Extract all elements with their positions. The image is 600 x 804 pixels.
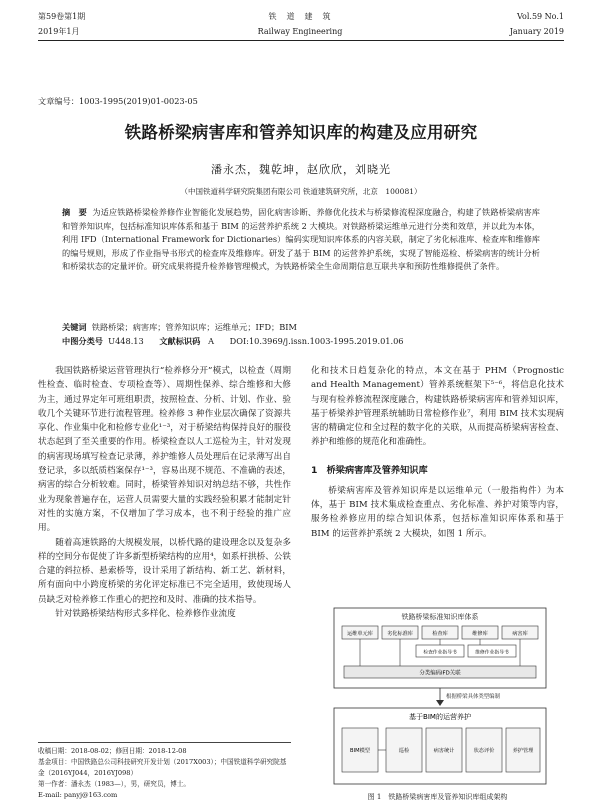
paper-title: 铁路桥梁病害库和管养知识库的构建及应用研究 [124, 123, 478, 142]
header-rule [38, 40, 564, 41]
box-maintenance-lib-label: 维修库 [472, 631, 488, 637]
paper-affiliation: （中国铁道科学研究院集团有限公司 铁道建筑研究所，北京 100081） [180, 187, 422, 196]
box-bim-model-label: BIM模型 [350, 748, 370, 754]
figure-caption: 图 1 铁路桥梁病害库及管养知识库组成架构 [367, 793, 508, 801]
footnote-fund: 基金项目：中国铁路总公司科技研究开发计划（2017X003）；中国铁道科学研究院基金（2016YJ044，2016YJ098） [38, 758, 287, 777]
keywords [62, 321, 540, 335]
article-number: 文章编号：1003-1995(2019)01-0023-05 [38, 96, 198, 106]
paper-authors: 潘永杰，魏乾坤，赵欣欣，刘晓光 [211, 163, 391, 176]
box-unit-lib-label: 运维单元库 [347, 631, 373, 637]
footnote-author: 第一作者：潘永杰（1983—），男，研究员，博士。 [38, 780, 190, 788]
box-inspection-guide-label: 检查作业指导书 [423, 650, 457, 656]
figure-top-title: 铁路桥梁标准知识库体系 [401, 613, 479, 621]
clc-value: U448.13 [108, 336, 144, 346]
header-vol-en: Vol.59 No.1 [517, 12, 564, 21]
header-journal-en: Railway Engineering [257, 27, 343, 36]
abstract [62, 206, 540, 274]
left-column [38, 364, 291, 621]
footnotes [38, 746, 291, 801]
doc-code-label: 文献标识码 [159, 336, 201, 346]
figure-top-boxes [342, 626, 538, 639]
footnote-rule [38, 742, 291, 743]
header-volume: 第59卷第1期 [38, 12, 86, 21]
box-maintenance-guide-label: 维修作业指导书 [475, 650, 509, 656]
section-heading-1: 1 桥梁病害库及管养知识库 [311, 464, 428, 476]
doc-code-value: A [208, 336, 215, 346]
abstract-label: 摘 要 [62, 207, 87, 217]
header-date: 2019年1月 [38, 27, 80, 36]
intro-paragraph-1: 我国铁路桥梁运营管理执行“检养修分开”模式，以检查（周期性检查、临时检查、专项检查等）、周期性保养、综合维修和大修为主，通过界定年可班组职责，按照检查、分析、计划、作业、验收几个关键环节进行流程管理。检养修 3 种作业层次确保了资源共享化、作业集中化和检修专业化¹⁻³，对于桥梁结构保持良好的服役状态起到了至关重要的作用。桥梁检查以人工巡检为主，针对发现的病害现场填写检查记录薄，养护维修人员处理后在记录薄写出自登记录，多以纸质档案保存¹⁻³，容易出现不规范、不准确的表述，病害的综合分析较难。同时，桥梁管养知识对纳总结不够，共性作业为现象普遍存在，运营人员需要大量的实践经验积累才能制定针对性的实施方案，不仅增加了学习成本，也不利于经验的推广应用。 [38, 366, 291, 534]
box-state-eval-label: 状态评价 [473, 748, 495, 754]
classification-line [62, 335, 540, 349]
doi: DOI:10.3969/j.issn.1003-1995.2019.01.06 [229, 336, 404, 346]
figure-bottom-title: 基于BIM的运营养护 [409, 713, 471, 721]
footnote-received: 收稿日期：2018-08-02；修回日期：2018-12-08 [38, 747, 187, 755]
intro-paragraph-3: 针对铁路桥梁结构形式多样化、检养修作业流度 [55, 609, 236, 620]
box-defect-lib-label: 病害库 [512, 631, 528, 637]
intro-paragraph-2: 随着高速铁路的大规模发展，以桥代路的建设理念以及复杂多样的空间分布促使了许多新型桥梁结构的应用⁴，如系杆拱桥、公铁合建的斜拉桥、悬索桥等，设计采用了新结构、新工艺、新材料，所有面向中小跨度桥梁的劣化评定标准已不完全适用，致使现场人员缺乏对检养修工作重心的把控和及时、准确的技术指导。 [38, 537, 291, 605]
right-column [311, 364, 564, 541]
section-1-paragraph: 桥梁病害库及管养知识库是以运维单元（一般指构件）为本体，基于 BIM 技术集成检查重点、劣化标准、养护对策等内容，服务检养修应用的综合知识体系，包括标准知识库体系和基于 BIM 的运营养护系统 2 大模块，如图 1 所示。 [311, 485, 564, 539]
abstract-text: 为适应铁路桥梁检养修作业智能化发展趋势，固化病害诊断、养修优化技术与桥梁修流程深度融合，构建了铁路桥梁病害库和管养知识库，包括标准知识库体系和基于 BIM 的运营养护系统 2 大模块。对铁路桥梁运维单元进行分类和效草，并以此为本体，利用 IFD（International Framework for Dictionaries）编码实现知识库体系的内容关联，制定了劣化标准库、检查库和维修库的编号规则，形成了作业指导书形式的检查库及维修库。研发了基于 BIM 的运营养护系统，实现了智能巡检、桥梁病害的统计分析和桥梁状态的定量评价。研究成果将提升检养修管理模式，为铁路桥梁全生命周期信息互联共享和预防性维修提供了条件。 [62, 207, 540, 272]
box-patrol-label: 巡检 [398, 748, 410, 754]
header-journal-cn: 铁 道 建 筑 [268, 12, 332, 21]
box-ifd-link-label: 分类编码IFD关联 [419, 670, 461, 677]
figure-arrow-label: 根据桥梁具体类型编制 [446, 694, 500, 700]
figure-bottom-boxes [342, 728, 540, 772]
box-defect-stats-label: 病害统计 [433, 748, 455, 754]
figure-1 [330, 604, 550, 788]
intro-paragraph-continued: 化和技术日趋复杂化的特点，本文在基于 PHM（Prognostic and Health Management）管养系统框架下⁵⁻⁶，将信息化技术与现有检养修流程深度融合，构建铁路桥梁病害库和管养知识库，基于桥梁养护管理系统辅助日常检修作业⁷，利用 BIM 技术实现病害的精确定位和全过程的数字化的关联，从而提高桥梁病害检查、养护和维修的规范化和准确性。 [311, 366, 564, 448]
keywords-text: 铁路桥梁；病害库；管养知识库；运维单元；IFD；BIM [91, 322, 297, 332]
box-maintenance-mgmt-label: 养护管理 [512, 748, 534, 754]
figure-arrow-head [436, 700, 444, 706]
box-degradation-lib-label: 劣化标准库 [387, 631, 413, 637]
keywords-label: 关键词 [62, 322, 87, 332]
header-date-en: January 2019 [509, 27, 564, 36]
box-inspection-lib-label: 检查库 [432, 631, 448, 637]
clc-label: 中图分类号 [62, 336, 103, 346]
footnote-email: E-mail: panyj@163.com [38, 791, 118, 799]
